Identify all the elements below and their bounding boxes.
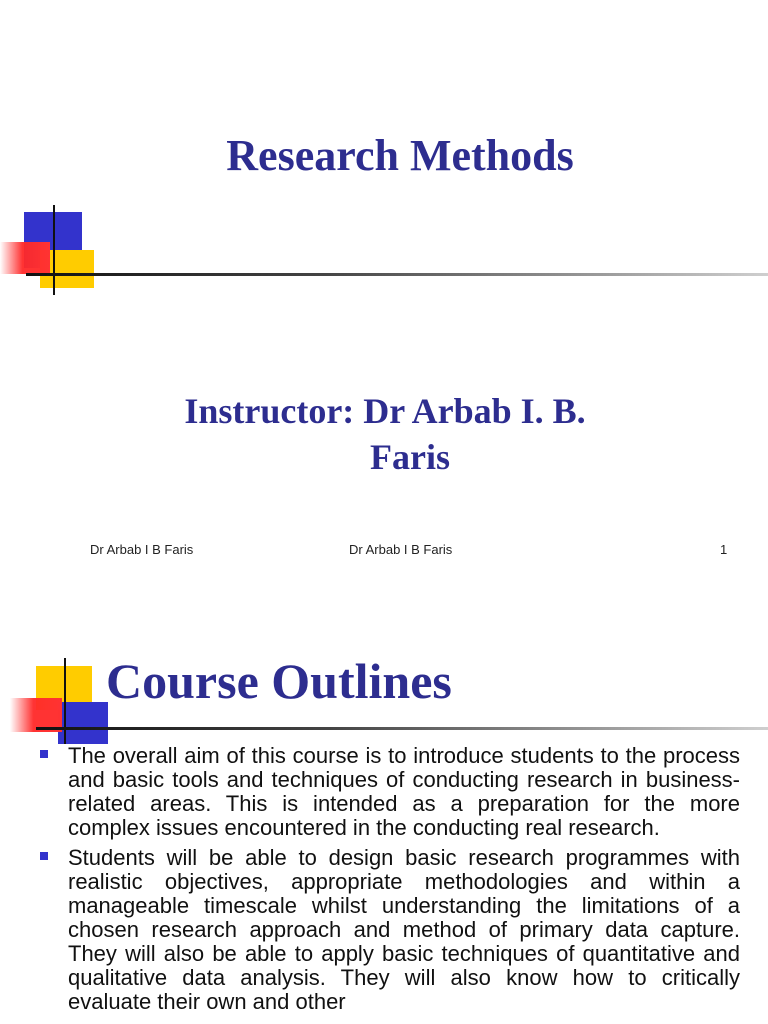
slide-2 [0,600,768,1024]
footer-center: Dr Arbab I B Faris [349,542,453,557]
vertical-rule [53,205,55,295]
list-item [40,744,740,840]
square-bullet-icon [40,750,48,758]
subtitle-line-2: Faris [370,437,450,477]
title-underline [26,273,768,276]
bullet-text: The overall aim of this course is to introduce students to the process and basic tools and techniques of conducting research in business-related areas. This is intended as a preparation for the more complex issues encountered in the conducting real research. [68,743,740,840]
footer-left: Dr Arbab I B Faris [90,542,194,557]
bullet-list [40,744,740,1020]
subtitle-line-1: Instructor: Dr Arbab I. B. [184,391,586,431]
vertical-rule [64,658,66,744]
title-underline [36,727,768,730]
bullet-text: Students will be able to design basic research programmes with realistic objectives, appropriate methodologies and within a manageable timescale whilst understanding the limitations of a chosen research approach and method of primary data capture. They will also be able to apply basic techniques of quantitative and qualitative data analysis. They will also know how to critically evaluate their own and other [68,845,740,1014]
red-square [0,242,50,274]
page-number: 1 [720,542,728,557]
instructor-subtitle [0,388,768,480]
square-bullet-icon [40,852,48,860]
list-item [40,846,740,1014]
slide-title: Research Methods [226,131,574,180]
slide-title: Course Outlines [106,653,452,709]
